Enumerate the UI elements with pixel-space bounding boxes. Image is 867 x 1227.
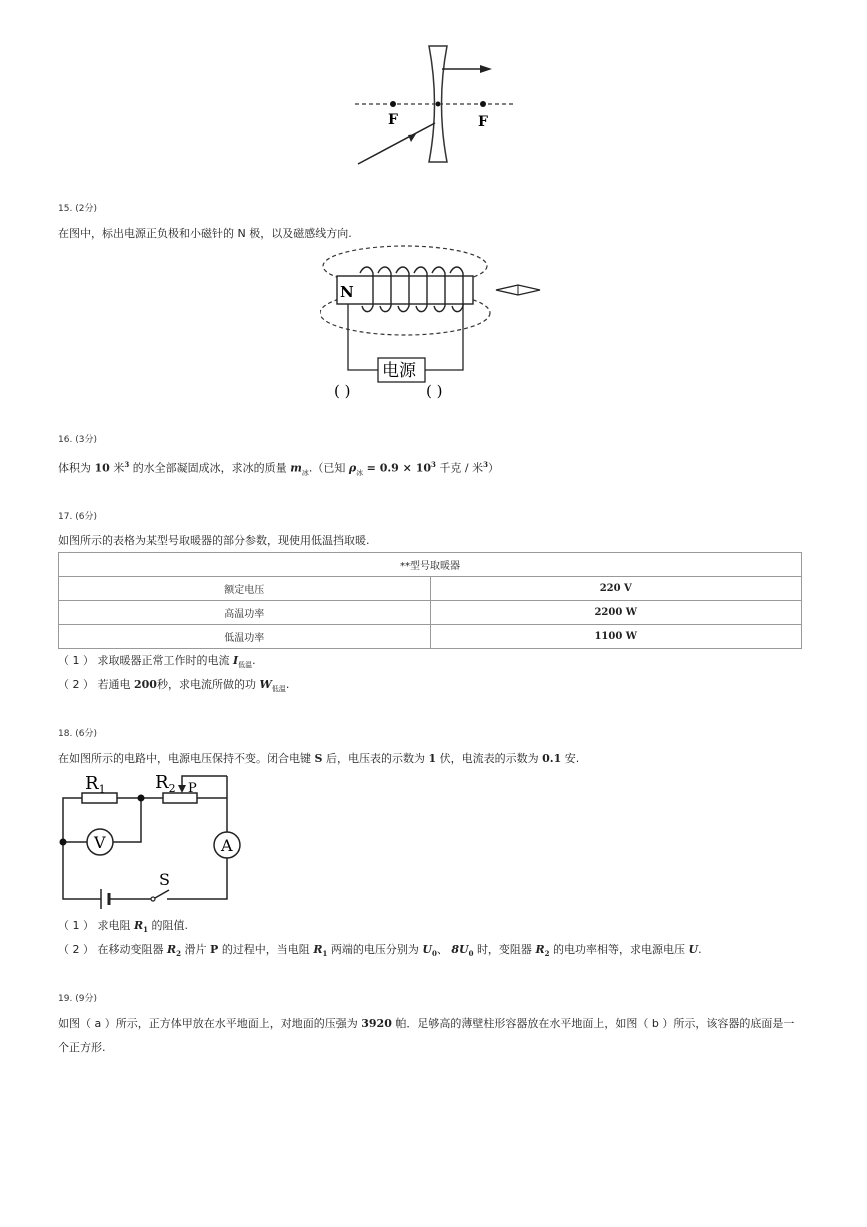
table-cell-value: 220 V — [430, 577, 802, 601]
q19-number: 19. (9分) — [58, 994, 97, 1004]
lens-figure — [350, 40, 520, 170]
iron-core — [337, 276, 473, 304]
circuit-figure — [55, 768, 245, 913]
q16-text: 体积为 10 米$^3$ 的水全部凝固成冰，求冰的质量 $m_冰$.（已知 $\rho_冰 = 0.9 \times 10^3$ 千克 / 米$^3$） — [58, 460, 499, 477]
focus-left-label: F — [388, 112, 398, 128]
p-label: P — [188, 781, 197, 796]
incident-ray — [358, 123, 435, 164]
q17-text: 如图所示的表格为某型号取暖器的部分参数，现使用低温挡取暖. — [58, 534, 370, 547]
solenoid-figure — [320, 243, 550, 403]
paren-left: ( ) — [334, 382, 351, 400]
q19-line2: 个正方形. — [58, 1041, 106, 1054]
switch-lever — [155, 890, 169, 898]
focus-right-dot — [480, 101, 486, 107]
q18-text: 在如图所示的电路中，电源电压保持不变。闭合电键 S 后，电压表的示数为 1 伏，电流表的示数为 0.1 安. — [58, 752, 580, 765]
paren-right: ( ) — [426, 382, 443, 400]
ammeter-label: A — [221, 836, 233, 855]
q18-sub1: （ 1 ） 求电阻 $R_1$ 的阻值. — [58, 919, 189, 935]
table-cell-value: 2200 W — [430, 601, 802, 625]
table-cell-value: 1100 W — [430, 625, 802, 649]
q15-text: 在图中，标出电源正负极和小磁针的 N 极，以及磁感线方向. — [58, 227, 352, 240]
table-header: **型号取暖器 — [59, 553, 802, 577]
q15-number: 15. (2分) — [58, 204, 97, 214]
table-cell-label: 低温功率 — [59, 625, 431, 649]
focus-right-label: F — [478, 114, 488, 130]
q17-number: 17. (6分) — [58, 512, 97, 522]
table-row — [59, 625, 802, 649]
power-source-label: 电源 — [382, 361, 416, 381]
q18-number: 18. (6分) — [58, 729, 97, 739]
table-row — [59, 577, 802, 601]
q17-sub2: （ 2 ） 若通电 200秒，求电流所做的功 $W_{低温}$. — [58, 678, 290, 694]
switch-label: S — [159, 870, 170, 889]
q16-number: 16. (3分) — [58, 435, 97, 445]
table-cell-label: 额定电压 — [59, 577, 431, 601]
r1-label: $R_1$ — [85, 773, 106, 796]
table-header-row — [59, 553, 802, 577]
q19-line1: 如图（ a ）所示，正方体甲放在水平地面上，对地面的压强为 3920 帕．足够高的薄壁柱形容器放在水平地面上，如图（ b ）所示，该容器的底面是一 — [58, 1017, 795, 1030]
r2-label: $R_2$ — [155, 772, 176, 795]
heater-spec-table — [58, 552, 802, 649]
q18-sub2: （ 2 ） 在移动变阻器 $R_2$ 滑片 P 的过程中，当电阻 $R_1$ 两端的电压分别为 $U_0$、 $8U_0$ 时，变阻器 $R_2$ 的电功率相等，求电源电压 U. — [58, 943, 702, 959]
table-row — [59, 601, 802, 625]
n-pole-label: N — [340, 283, 354, 301]
focus-left-dot — [390, 101, 396, 107]
q17-sub1: （ 1 ） 求取暖器正常工作时的电流 $I_{低温}$. — [58, 654, 256, 670]
voltmeter-label: V — [94, 833, 106, 852]
table-cell-label: 高温功率 — [59, 601, 431, 625]
slider-arrow — [178, 785, 186, 793]
